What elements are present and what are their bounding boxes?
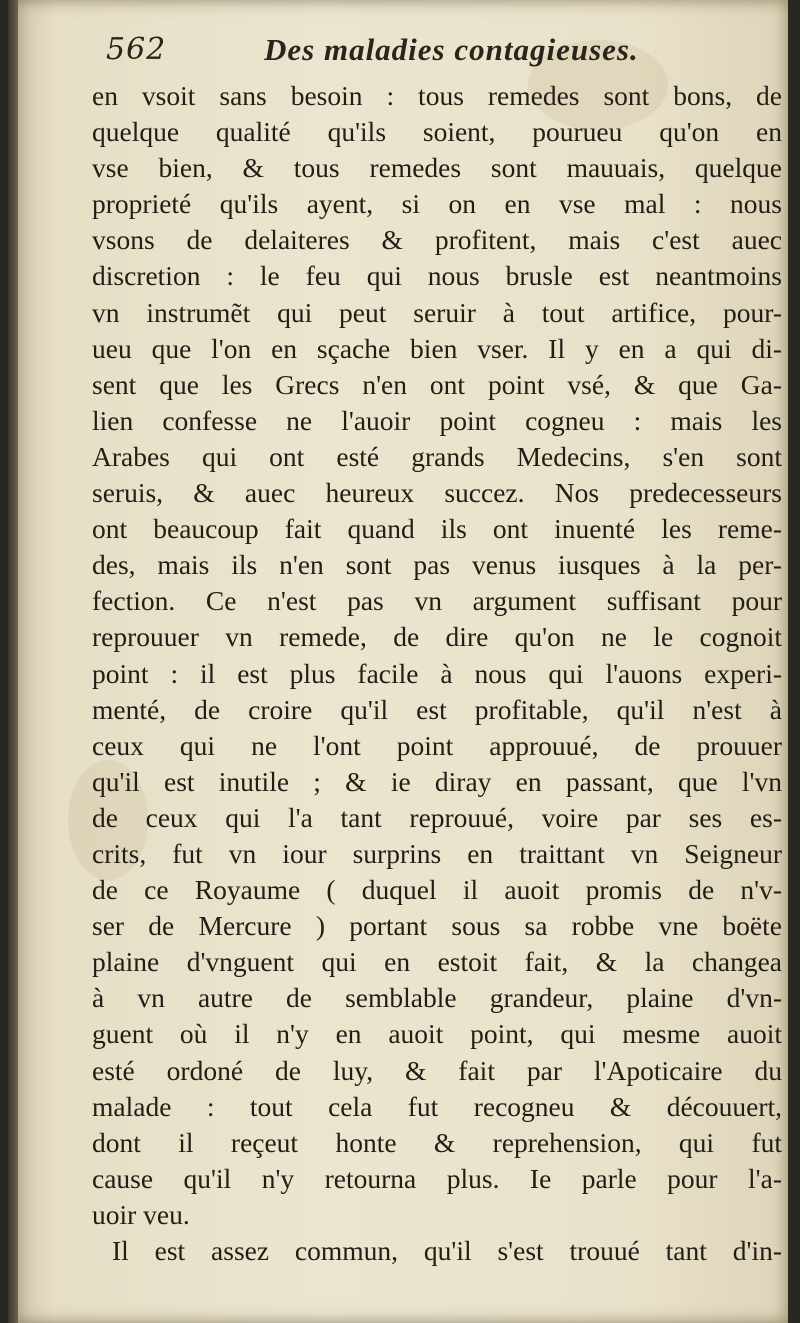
text-line: uoir veu. [92, 1198, 190, 1230]
text-line: dont il reçeut honte & reprehension, qui fut [92, 1126, 782, 1158]
text-line: à vn autre de semblable grandeur, plaine d'vn- [92, 982, 782, 1014]
text-line: discretion : le feu qui nous brusle est neantmoins [92, 260, 782, 292]
text-line: ueu que l'on en sçache bien vser. Il y en a qui di- [92, 332, 782, 364]
body-text [92, 78, 782, 1269]
text-line: fection. Ce n'est pas vn argument suffisant pour [92, 585, 782, 617]
text-line: ont beaucoup fait quand ils ont inuenté les reme- [92, 513, 782, 545]
text-line: vsons de delaiteres & profitent, mais c'est auec [92, 224, 782, 256]
text-line: cause qu'il n'y retourna plus. Ie parle pour l'a- [92, 1162, 782, 1194]
book-page [8, 0, 788, 1323]
text-line: des, mais ils n'en sont pas venus iusques à la per- [92, 549, 782, 581]
text-line: proprieté qu'ils ayent, si on en vse mal : nous [92, 188, 782, 220]
text-line: ceux qui ne l'ont point approuué, de prouuer [92, 729, 782, 761]
text-line: malade : tout cela fut recogneu & découuert, [92, 1090, 782, 1122]
text-line: reprouuer vn remede, de dire qu'on ne le cognoit [92, 621, 782, 653]
page-header [106, 28, 666, 74]
running-title: Des maladies contagieuses. [264, 32, 639, 67]
text-line-paragraph-start: Il est assez commun, qu'il s'est trouué tant d'in- [112, 1235, 782, 1266]
text-line: guent où il n'y en auoit point, qui mesme auoit [92, 1018, 782, 1050]
text-line: de ceux qui l'a tant reprouué, voire par ses es- [92, 801, 782, 833]
text-line: qu'il est inutile ; & ie diray en passant, que l'vn [92, 765, 782, 797]
text-line: ser de Mercure ) portant sous sa robbe vne boëte [92, 910, 782, 942]
text-line: lien confesse ne l'auoir point cogneu : mais les [92, 404, 782, 436]
text-line: de ce Royaume ( duquel il auoit promis de n'v- [92, 874, 782, 906]
text-line: Arabes qui ont esté grands Medecins, s'en sont [92, 440, 782, 472]
book-spine-shadow [8, 0, 18, 1323]
text-line: point : il est plus facile à nous qui l'auons experi- [92, 657, 782, 689]
text-line: menté, de croire qu'il est profitable, qu'il n'est à [92, 693, 782, 725]
text-line: esté ordoné de luy, & fait par l'Apoticaire du [92, 1054, 782, 1086]
text-line: en vsoit sans besoin : tous remedes sont bons, de [92, 80, 782, 111]
text-line: vse bien, & tous remedes sont mauuais, quelque [92, 152, 782, 184]
page-number: 562 [106, 32, 167, 67]
text-line: seruis, & auec heureux succez. Nos predecesseurs [92, 477, 782, 509]
text-line: quelque qualité qu'ils soient, pourueu qu'on en [92, 116, 782, 148]
text-line: vn instrumẽt qui peut seruir à tout artifice, pour- [92, 296, 782, 328]
text-line: plaine d'vnguent qui en estoit fait, & la changea [92, 946, 782, 978]
text-line: sent que les Grecs n'en ont point vsé, & que Ga- [92, 368, 782, 400]
text-line: crits, fut vn iour surprins en traittant vn Seigneur [92, 837, 782, 869]
